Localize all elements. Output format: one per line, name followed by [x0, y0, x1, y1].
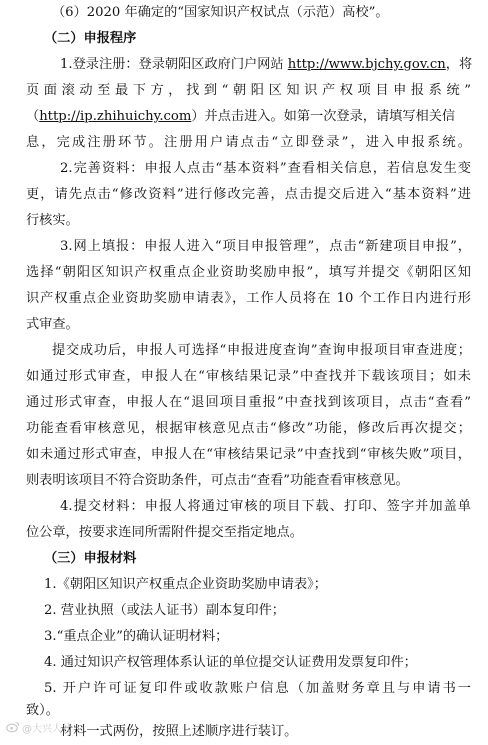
- review-paragraph-line-3: [0, 390, 488, 416]
- step-1-line-1: [0, 52, 488, 78]
- section-heading-text: （二）申报程序: [44, 31, 137, 46]
- review-paragraph-line-4: [0, 416, 488, 442]
- step-3-line-1: [0, 234, 488, 260]
- paragraph-text: 更，请先点击“修改资料”进行修改完善，点击提交后进入“基本资料”进: [26, 187, 471, 202]
- ip-system-link[interactable]: http://ip.zhihuichy.com: [39, 109, 192, 124]
- review-paragraph-line-5: [0, 442, 488, 468]
- material-item-1: [0, 572, 488, 598]
- step-1-line-4: [0, 130, 488, 156]
- paragraph-text: 材料一式两份，按照上述顺序进行装订。: [60, 724, 298, 739]
- paragraph-text: 页面滚动至最下方，找到“朝阳区知识产权项目申报系统”: [26, 83, 471, 98]
- paragraph-text: 行核实。: [26, 213, 79, 228]
- list-item-text: 3.“重点企业”的确认证明材料；: [44, 629, 229, 644]
- review-paragraph-line-6: [0, 468, 488, 494]
- step-3-line-2: [0, 260, 488, 286]
- step-2-line-3: [0, 208, 488, 234]
- paragraph-text: 位公章，按要求连同所需附件提交至指定地点。: [26, 525, 303, 540]
- step-2-line-2: [0, 182, 488, 208]
- section-heading-procedure: [0, 26, 488, 52]
- paragraph-text: 功能查看审核意见，根据审核意见点击“修改”功能，修改后再次提交；: [26, 421, 471, 436]
- step-2-line-1: [0, 156, 488, 182]
- review-paragraph-line-1: [0, 338, 488, 364]
- step-3-line-3: [0, 286, 488, 312]
- bjchy-portal-link[interactable]: http://www.bjchy.gov.cn: [287, 57, 446, 72]
- paragraph-text: 通过形式审查，申报人在“退回项目重报”中查找到该项目，点击“查看”: [26, 395, 471, 410]
- material-item-3: [0, 624, 488, 650]
- paragraph-text: 息，完成注册环节。注册用户请点击“立即登录”，进入申报系统。: [26, 135, 471, 150]
- review-paragraph-line-2: [0, 364, 488, 390]
- paragraph-text: （6）2020 年确定的“国家知识产权试点（示范）高校”。: [52, 5, 389, 20]
- paragraph-text: 识产权重点企业资助奖励申请表》，工作人员将在 10 个工作日内进行形: [26, 291, 471, 306]
- paragraph-text: 选择“朝阳区知识产权重点企业资助奖励申报”，填写并提交《朝阳区知: [26, 265, 471, 280]
- paragraph-text: 4.提交材料：申报人将通过审核的项目下载、打印、签字并加盖单: [60, 499, 471, 514]
- paragraph-text: （http://ip.zhihuichy.com）并点击进入。如第一次登录，请填写相关信: [26, 109, 456, 124]
- list-item-text: 致）。: [26, 703, 59, 718]
- material-item-2: [0, 598, 488, 624]
- weibo-logo-icon: [6, 721, 20, 733]
- list-item-text: 4. 通过知识产权管理体系认证的单位提交认证费用发票复印件；: [44, 655, 417, 670]
- paragraph-text: 则表明该项目不符合资助条件，可点击“查看”功能查看审核意见。: [26, 473, 409, 488]
- paragraph-text: 如通过形式审查，申报人在“审核结果记录”中查找并下载该项目；如未: [26, 369, 471, 384]
- step-1-line-2: [0, 78, 488, 104]
- material-item-4: [0, 650, 488, 676]
- watermark-text: @大兴人社: [22, 723, 72, 735]
- watermark: [6, 718, 72, 736]
- paragraph-text: 式审查。: [26, 317, 79, 332]
- binding-note: [0, 719, 488, 745]
- paragraph-text: 3.网上填报：申报人进入“项目申报管理”，点击“新建项目申报”，: [60, 239, 471, 254]
- paragraph-text: 如未通过形式审查，申报人在“审核结果记录”中查找到“审核失败”项目，: [26, 447, 471, 462]
- step-4-line-1: [0, 494, 488, 520]
- step-3-line-4: [0, 312, 488, 338]
- list-item-text: 1.《朝阳区知识产权重点企业资助奖励申请表》；: [44, 577, 327, 592]
- paragraph-text: 2.完善资料：申报人点击“基本资料”查看相关信息，若信息发生变: [60, 161, 471, 176]
- step-4-line-2: [0, 520, 488, 546]
- criteria-item-6: [0, 0, 488, 26]
- section-heading-text: （三）申报材料: [44, 551, 137, 566]
- step-1-line-3: [0, 104, 488, 130]
- list-item-text: 2. 营业执照（或法人证书）副本复印件；: [44, 603, 285, 618]
- section-heading-materials: [0, 546, 488, 572]
- list-item-text: 5. 开户许可证复印件或收款账户信息（加盖财务章且与申请书一: [44, 681, 471, 696]
- paragraph-text: 1.登录注册：登录朝阳区政府门户网站 http://www.bjchy.gov.cn，将: [60, 57, 473, 72]
- paragraph-text: 提交成功后，申报人可选择“申报进度查询”查询申报项目审查进度；: [52, 343, 471, 358]
